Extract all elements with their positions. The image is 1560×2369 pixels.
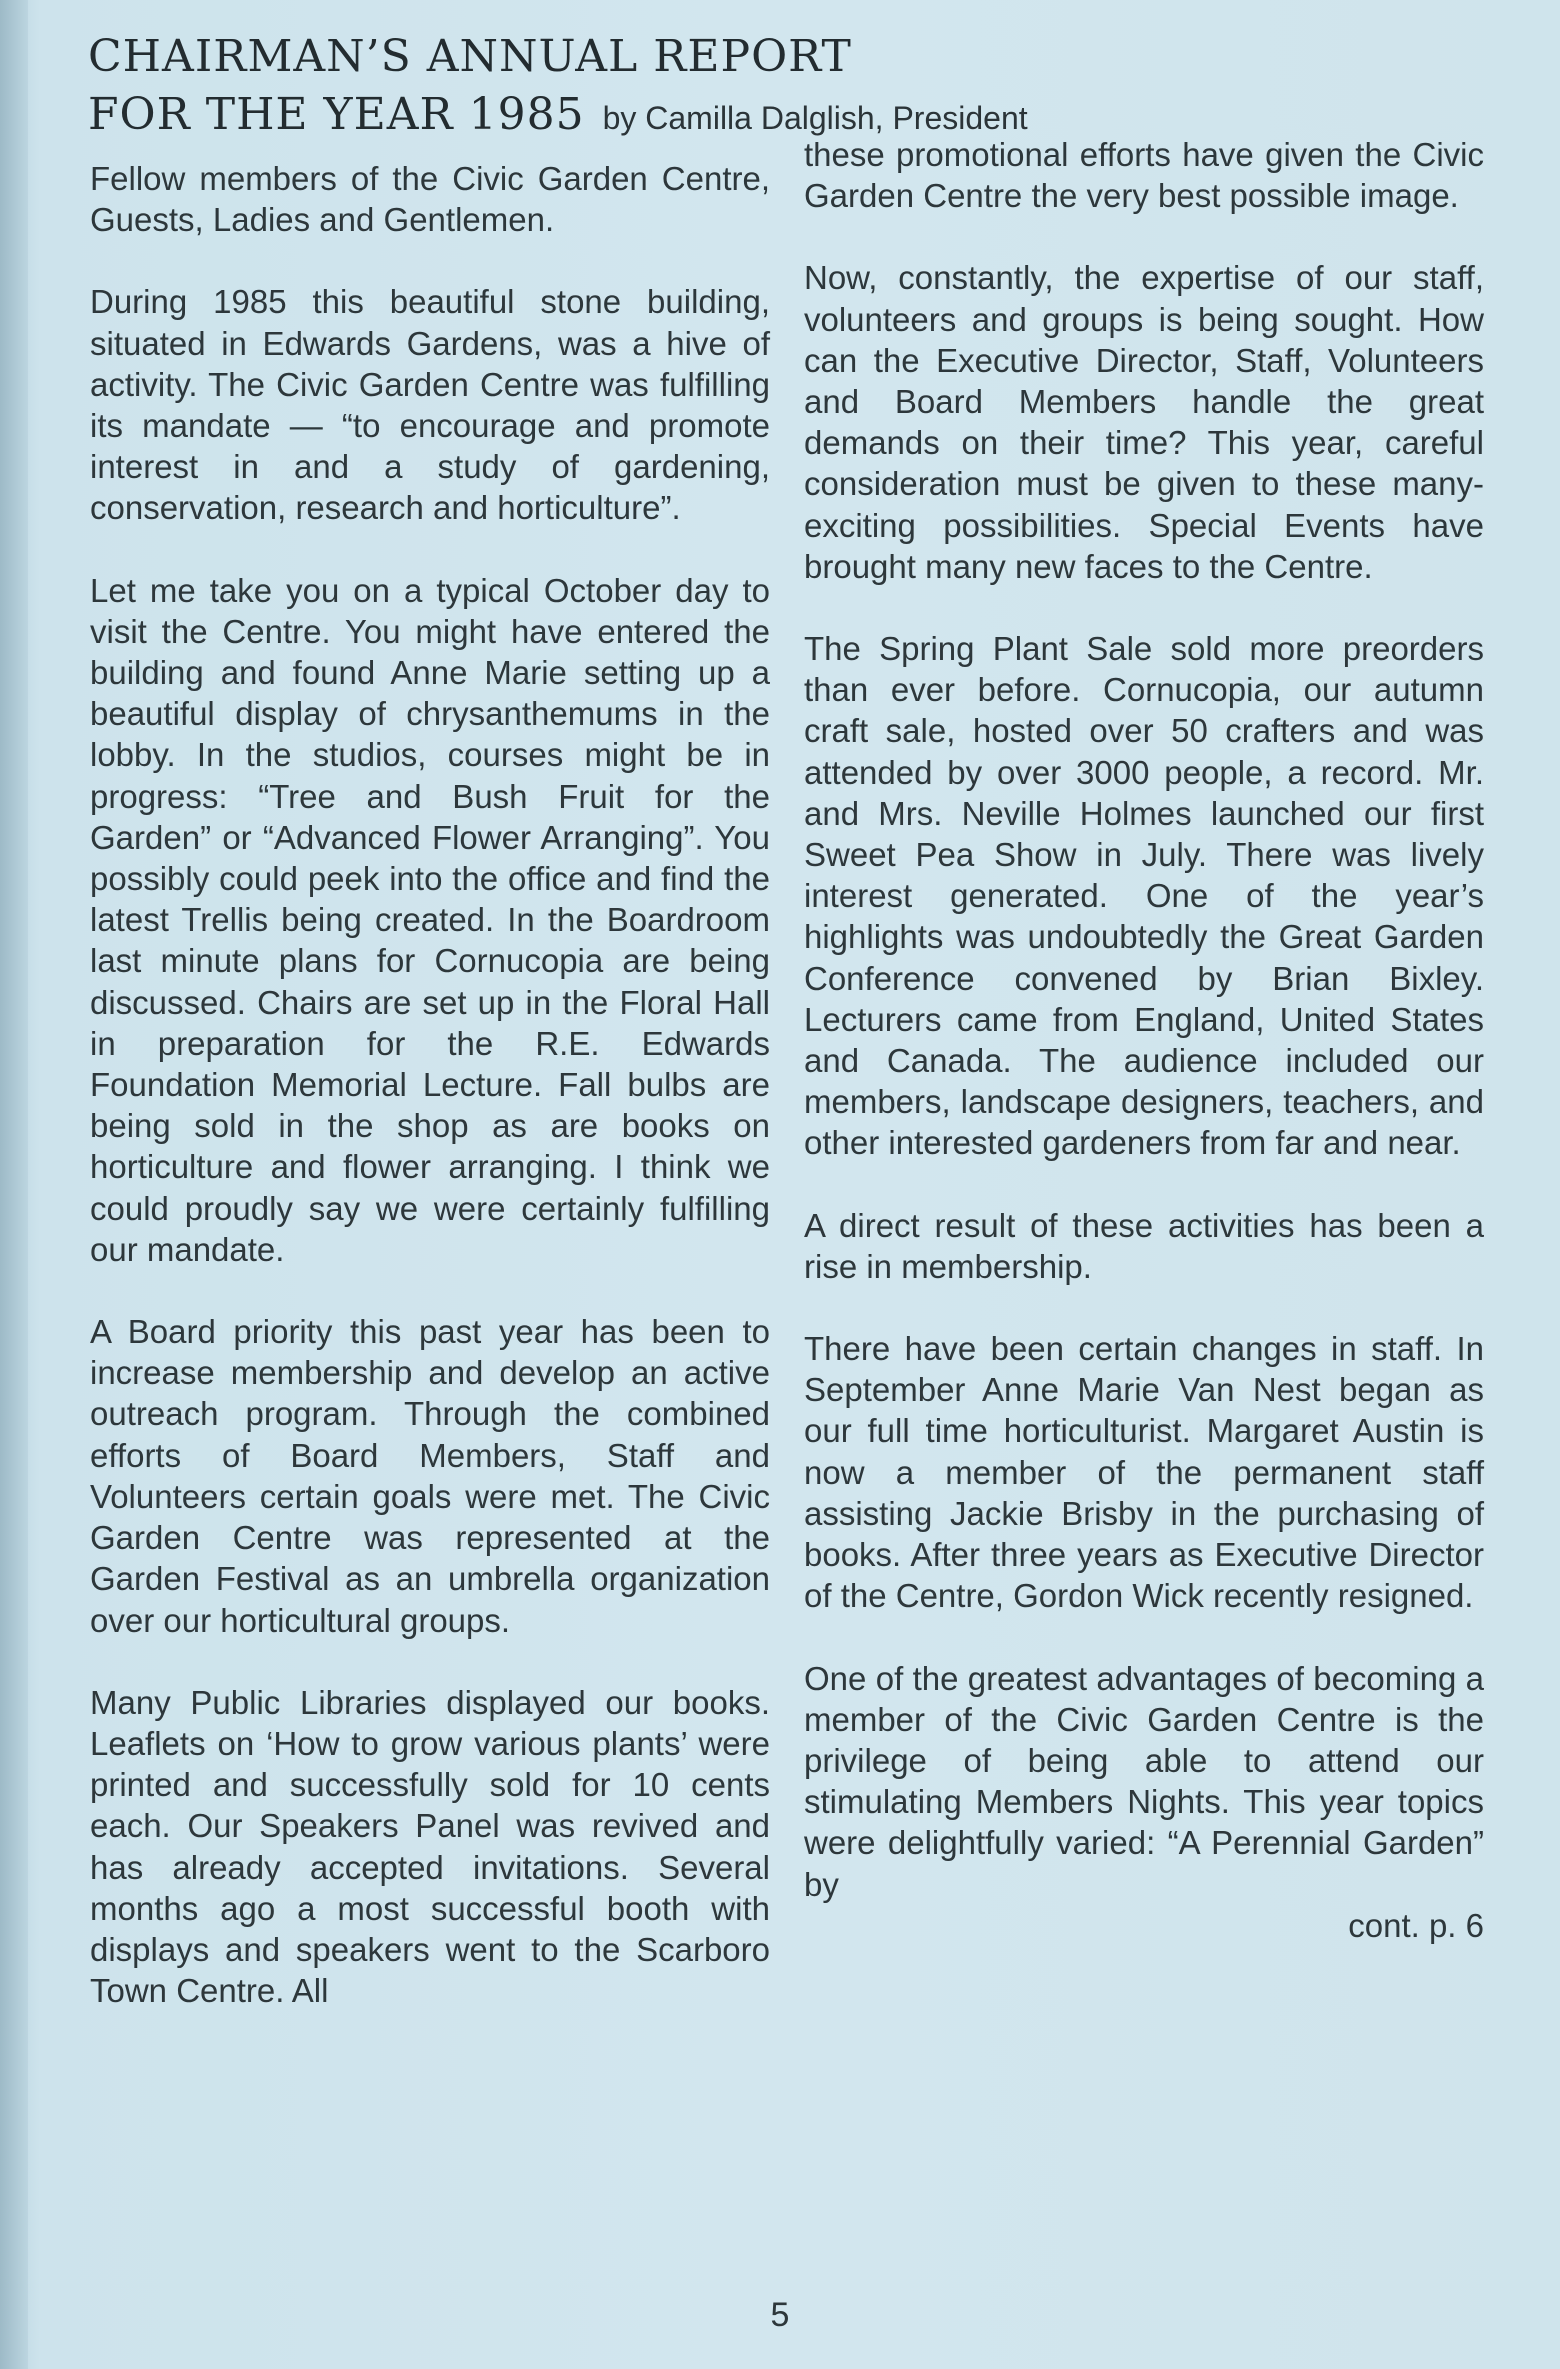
paragraph: One of the greatest advantages of becoming a member of the Civic Garden Centre is the privilege of being able to attend our stimulating Members Nights. This year topics were delightfully varied: “A Perennial Garden” by: [804, 1659, 1484, 1903]
continuation-note: cont. p. 6: [1348, 1906, 1484, 1944]
paragraph: Now, constantly, the expertise of our staff, volunteers and groups is being sought. How can the Executive Director, Staff, Volunteers and Board Members handle the great demands on their time? This year, careful consideration must be given to these many-exciting possibilities. Special Events have brought many new faces to the Centre.: [804, 259, 1484, 585]
right-column: [804, 134, 1484, 1987]
paragraph: Let me take you on a typical October day to visit the Centre. You might have entered the building and found Anne Marie setting up a beautiful display of chrysanthemums in the lobby. In the studios, courses might be in progress: “Tree and Bush Fruit for the Garden” or “Advanced Flower Arranging”. You possibly could peek into the office and find the latest Trellis being created. In the Boardroom last minute plans for Cornucopia are being discussed. Chairs are set up in the Floral Hall in preparation for the R.E. Edwards Foundation Memorial Lecture. Fall bulbs are being sold in the shop as are books on horticulture and flower arranging. I think we could proudly say we were certainly fulfilling our mandate.: [90, 571, 770, 1268]
byline: by Camilla Dalglish, President: [602, 100, 1028, 136]
paragraph: During 1985 this beautiful stone building, situated in Edwards Gardens, was a hive of activity. The Civic Garden Centre was fulfilling its mandate — “to encourage and promote interest in and a study of gardening, conservation, research and horticulture”.: [90, 283, 770, 527]
paragraph: A Board priority this past year has been to increase membership and develop an active outreach program. Through the combined efforts of Board Members, Staff and Volunteers certain goals were met. The Civic Garden Centre was represented at the Garden Festival as an umbrella organization over our horticultural groups.: [90, 1313, 770, 1639]
left-column: [90, 158, 770, 2011]
paragraph: The Spring Plant Sale sold more preorders than ever before. Cornucopia, our autumn craft sale, hosted over 50 crafters and was attended by over 3000 people, a record. Mr. and Mrs. Neville Holmes launched our first Sweet Pea Show in July. There was lively interest generated. One of the year’s highlights was undoubtedly the Great Garden Conference convened by Brian Bixley. Lecturers came from England, United States and Canada. The audience included our members, landscape designers, teachers, and other interested gardeners from far and near.: [804, 630, 1484, 1162]
binding-edge: [0, 0, 28, 2369]
report-title: [88, 28, 1388, 147]
paragraph: Many Public Libraries displayed our books. Leaflets on ‘How to grow various plants’ were printed and successfully sold for 10 cents each. Our Speakers Panel was revived and has already accepted invitations. Several months ago a most successful booth with displays and speakers went to the Scarboro Town Centre. All: [90, 1683, 770, 2010]
paragraph: these promotional efforts have given the Civic Garden Centre the very best possible image.: [804, 136, 1484, 215]
page-number: 5: [770, 2296, 790, 2334]
title-line-1: CHAIRMAN’S ANNUAL REPORT: [88, 31, 852, 82]
paragraph: Fellow members of the Civic Garden Centre, Guests, Ladies and Gentlemen.: [90, 160, 770, 239]
paragraph: There have been certain changes in staff. In September Anne Marie Van Nest began as our full time horticulturist. Margaret Austin is now a member of the permanent staff assisting Jackie Brisby in the purchasing of books. After three years as Executive Director of the Centre, Gordon Wick recently resigned.: [804, 1330, 1484, 1615]
title-year: FOR THE YEAR 1985: [88, 89, 585, 140]
paragraph: A direct result of these activities has been a rise in membership.: [804, 1206, 1484, 1285]
